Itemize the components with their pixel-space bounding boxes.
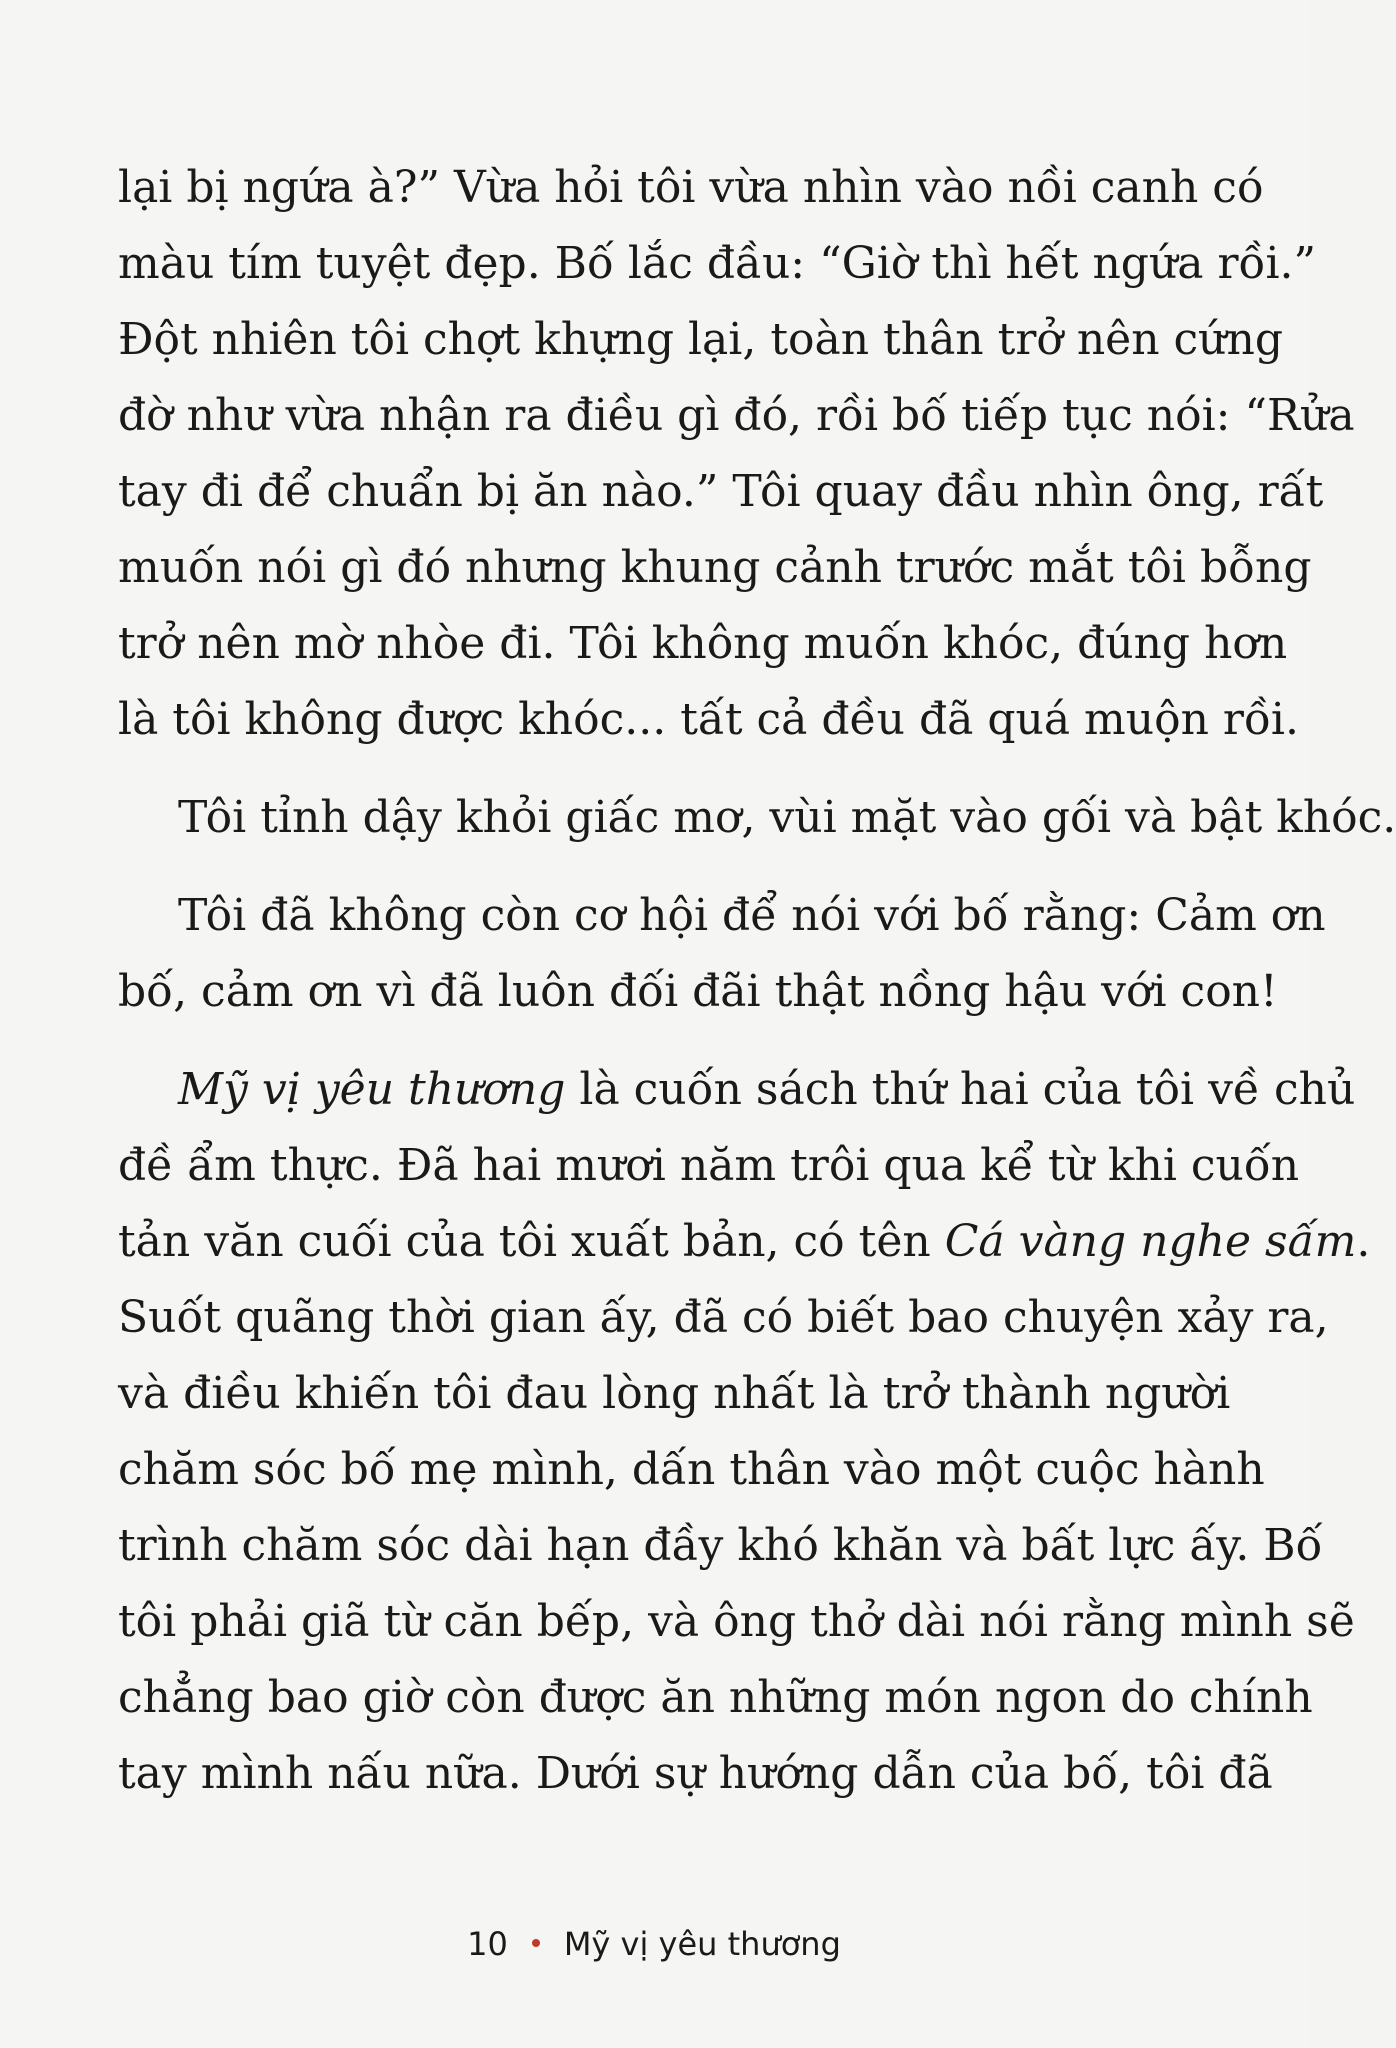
book-title-italic: Cá vàng nghe sấm	[944, 1216, 1357, 1267]
paragraph-3	[118, 878, 1326, 1030]
text-line: đề ẩm thực. Đã hai mươi năm trôi qua kể từ khi cuốn	[118, 1140, 1300, 1191]
paragraph-1	[118, 150, 1355, 758]
text-line: bố, cảm ơn vì đã luôn đối đãi thật nồng hậu với con!	[118, 966, 1278, 1017]
page-footer	[0, 1925, 1308, 1963]
text-line: Suốt quãng thời gian ấy, đã có biết bao chuyện xảy ra,	[118, 1292, 1329, 1343]
text-line: tôi phải giã từ căn bếp, và ông thở dài nói rằng mình sẽ	[118, 1596, 1355, 1647]
text-line: là tôi không được khóc... tất cả đều đã quá muộn rồi.	[118, 694, 1299, 745]
text-line: chẳng bao giờ còn được ăn những món ngon do chính	[118, 1672, 1313, 1723]
text-line: màu tím tuyệt đẹp. Bố lắc đầu: “Giờ thì hết ngứa rồi.”	[118, 238, 1317, 289]
body-text	[118, 150, 1396, 1834]
text-line: Tôi tỉnh dậy khỏi giấc mơ, vùi mặt vào gối và bật khóc.	[178, 792, 1396, 843]
text-line: đờ như vừa nhận ra điều gì đó, rồi bố tiếp tục nói: “Rửa	[118, 390, 1355, 441]
text-line	[118, 1204, 1371, 1280]
text-line: tay đi để chuẩn bị ăn nào.” Tôi quay đầu nhìn ông, rất	[118, 466, 1324, 517]
paragraph-2	[118, 780, 1396, 856]
text-line: và điều khiến tôi đau lòng nhất là trở thành người	[118, 1368, 1231, 1419]
running-title: Mỹ vị yêu thương	[563, 1925, 841, 1963]
book-title-italic: Mỹ vị yêu thương	[178, 1064, 566, 1115]
text-run: tản văn cuối của tôi xuất bản, có tên	[118, 1216, 945, 1267]
text-line: Tôi đã không còn cơ hội để nói với bố rằng: Cảm ơn	[178, 890, 1326, 941]
text-line: muốn nói gì đó nhưng khung cảnh trước mắt tôi bỗng	[118, 542, 1312, 593]
text-line: chăm sóc bố mẹ mình, dấn thân vào một cuộc hành	[118, 1444, 1265, 1495]
text-line	[118, 1052, 1356, 1128]
text-line: tay mình nấu nữa. Dưới sự hướng dẫn của bố, tôi đã	[118, 1748, 1273, 1799]
page-number: 10	[467, 1925, 508, 1963]
paragraph-4	[118, 1052, 1371, 1812]
text-run: là cuốn sách thứ hai của tôi về chủ	[565, 1064, 1356, 1115]
separator-dot-icon	[532, 1939, 540, 1947]
text-line: Đột nhiên tôi chợt khựng lại, toàn thân trở nên cứng	[118, 314, 1284, 365]
text-run: .	[1356, 1216, 1371, 1267]
text-line: trở nên mờ nhòe đi. Tôi không muốn khóc, đúng hơn	[118, 618, 1288, 669]
text-line: lại bị ngứa à?” Vừa hỏi tôi vừa nhìn vào nồi canh có	[118, 162, 1264, 213]
text-line: trình chăm sóc dài hạn đầy khó khăn và bất lực ấy. Bố	[118, 1520, 1323, 1571]
